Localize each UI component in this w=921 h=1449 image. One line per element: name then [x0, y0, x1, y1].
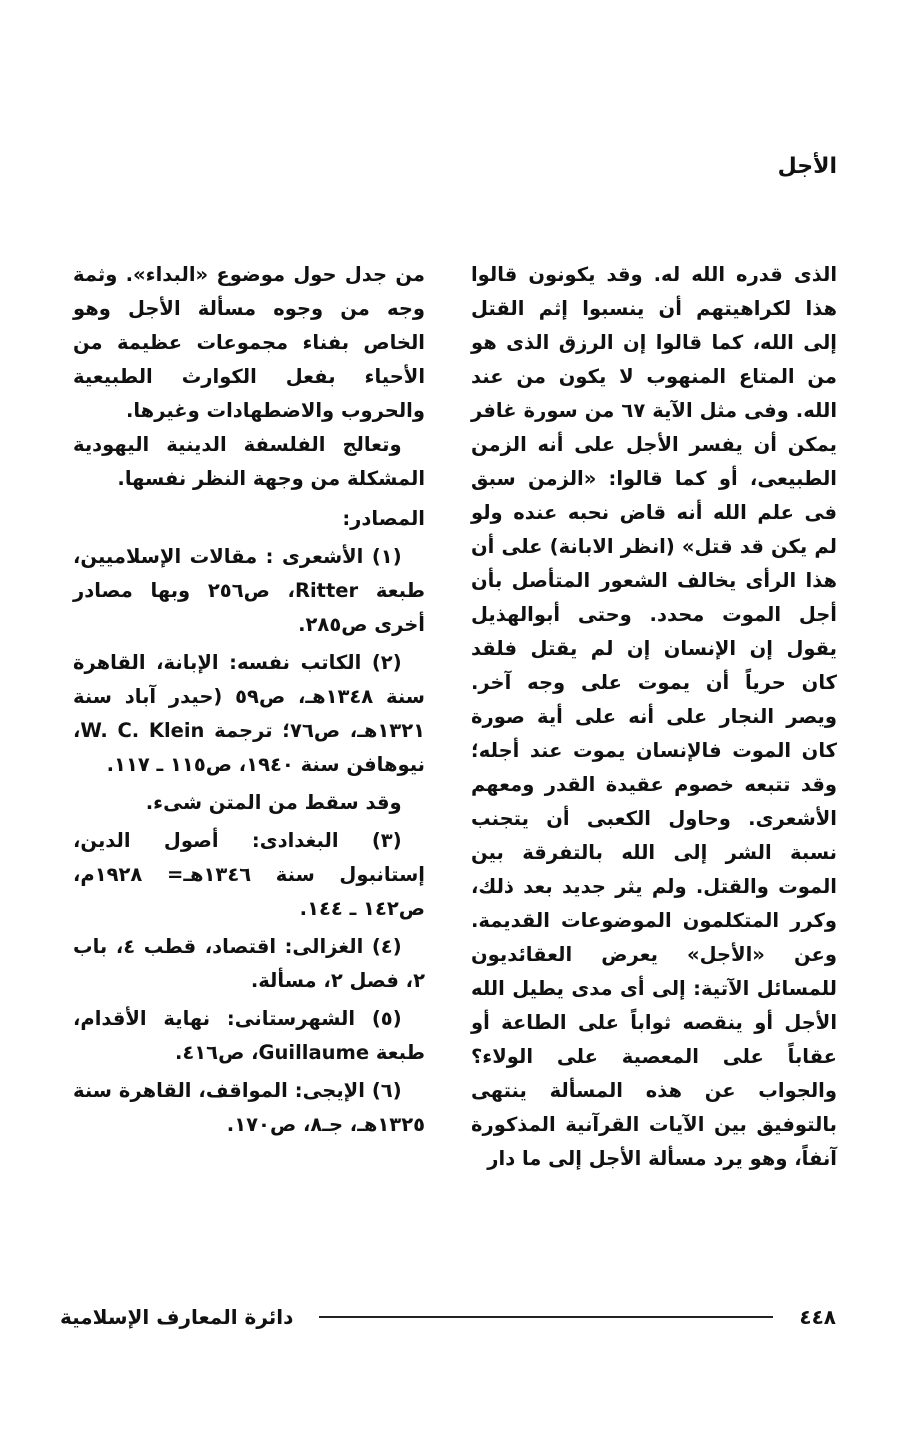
reference-item: (١) الأشعرى : مقالات الإسلاميين، طبعة Ritter، ص٢٥٦ وبها مصادر أخرى ص٢٨٥.: [73, 545, 425, 636]
body-paragraph: من جدل حول موضوع «البداء». وثمة وجه من وجوه مسألة الأجل وهو الخاص بفناء مجموعات عظيمة من الأحياء بفعل الكوارث الطبيعية والحروب والاضطهادات وغيرها.: [73, 263, 425, 422]
body-paragraph: الذى قدره الله له. وقد يكونون قالوا هذا لكراهيتهم أن ينسبوا إثم القتل إلى الله، كما قالوا إن الرزق الذى هو من المتاع المنهوب لا يكون من عند الله. وفى مثل الآية ٦٧ من سورة غافر يمكن أن يفسر الأجل على أنه الزمن الطبيعى، أو كما قالوا: «الزمن سبق فى علم الله أنه قاض نحبه عنده ولو لم يكن قد قتل» (انظر الابانة) على أن هذا الرأى يخالف الشعور المتأصل بأن أجل الموت محدد. وحتى أبوالهذيل يقول إن الإنسان إن لم يقتل فلقد كان حرياً أن يموت على وجه آخر. ويصر النجار على أنه على أية صورة كان الموت فالإنسان يموت عند أجله؛ وقد تتبعه خصوم عقيدة القدر ومعهم الأشعرى. وحاول الكعبى أن يتجنب نسبة الشر إلى الله بالتفرقة بين الموت والقتل. ولم يثر جديد بعد ذلك، وكرر المتكلمون الموضوعات القديمة. وعن «الأجل» يعرض العقائديون للمسائل الآتية: إلى أى مدى يطيل الله الأجل أو ينقصه ثواباً على الطاعة أو عقاباً على المعصية على الولاء؟ والجواب عن هذه المسألة ينتهى بالتوفيق بين الآيات القرآنية المذكورة آنفاً، وهو يرد مسألة الأجل إلى ما دار: [471, 263, 837, 1170]
publication-title: دائرة المعارف الإسلامية: [60, 1305, 294, 1329]
page-number: ٤٤٨: [799, 1305, 836, 1329]
reference-item: (٣) البغدادى: أصول الدين، إستانبول سنة ١٣٤٦هـ= ١٩٢٨م، ص١٤٢ ـ ١٤٤.: [73, 829, 425, 920]
reference-item: (٥) الشهرستانى: نهاية الأقدام، طبعة Guillaume، ص٤١٦.: [73, 1007, 425, 1064]
body-paragraph: وتعالج الفلسفة الدينية اليهودية المشكلة من وجهة النظر نفسها.: [73, 433, 425, 490]
left-text-column: [73, 258, 425, 1142]
reference-item: (٦) الإيجى: المواقف، القاهرة سنة ١٣٢٥هـ، جـ٨، ص١٧٠.: [73, 1079, 425, 1136]
reference-item: (٢) الكاتب نفسه: الإبانة، القاهرة سنة ١٣٤٨هـ، ص٥٩ (حيدر آباد سنة ١٣٢١هـ، ص٧٦؛ ترجمة W. C. Klein، نيوهافن سنة ١٩٤٠، ص١١٥ ـ ١١٧.: [73, 651, 425, 776]
right-text-column: [471, 258, 837, 1176]
reference-item: (٤) الغزالى: اقتصاد، قطب ٤، باب ٢، فصل ٢، مسألة.: [73, 935, 425, 992]
running-head: الأجل: [777, 154, 837, 179]
page-footer: [60, 1300, 836, 1334]
footer-rule: [319, 1316, 773, 1318]
reference-item: وقد سقط من المتن شىء.: [145, 791, 402, 814]
sources-heading: المصادر:: [342, 507, 425, 530]
